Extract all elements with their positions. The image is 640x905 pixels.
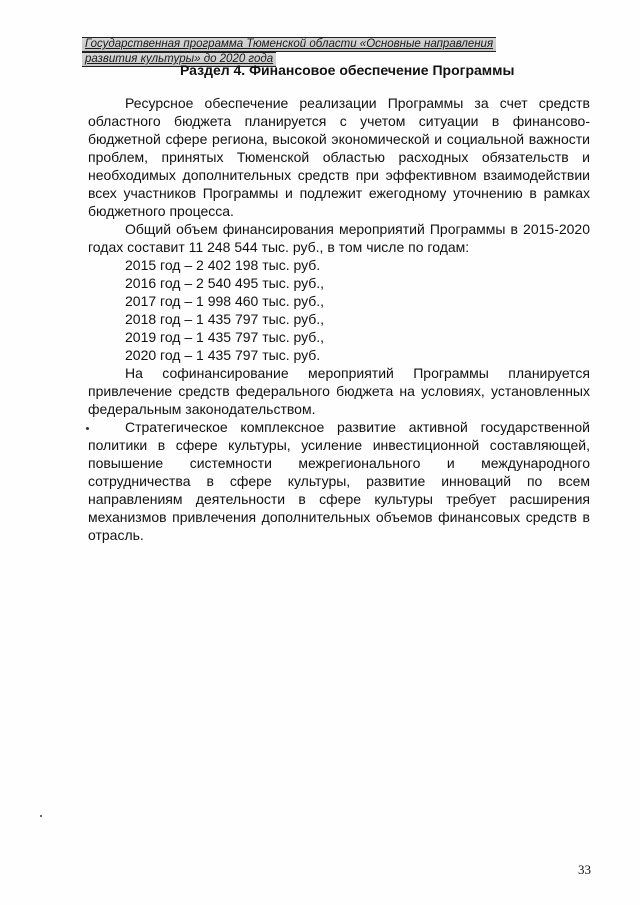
funding-year-line: 2019 год – 1 435 797 тыс. руб., — [125, 329, 325, 345]
page-number: 33 — [578, 862, 591, 877]
funding-year-line: 2016 год – 2 540 495 тыс. руб., — [125, 275, 325, 291]
paragraph-strategic-development: Стратегическое комплексное развитие активной государственной политики в сфере культуры, усиление инвестиционной составляющей, повышение системности межрегионального и международного сотрудничества в сфере культуры, развитие инноваций по всем направлениям деятельности в сфере культуры требует расширения механизмов привлечения дополнительных объемов финансовых средств в отрасль. — [88, 419, 590, 543]
document-body — [88, 94, 590, 544]
paragraph-resource-provision: Ресурсное обеспечение реализации Программы за счет средств областного бюджета планируется с учетом ситуации в финансово-бюджетной сфере региона, высокой экономической и социальной важности проблем, принятых Тюменской областью расходных обязательств и необходимых дополнительных средств при эффективном взаимодействии всех участников Программы и подлежит ежегодному уточнению в рамках бюджетного процесса. — [88, 95, 590, 219]
paragraph-cofinancing: На софинансирование мероприятий Программы планируется привлечение средств федерального бюджета на условиях, установленных федеральным законодательством. — [88, 365, 590, 417]
header-line-1: Государственная программа Тюменской области «Основные направления — [82, 37, 496, 52]
funding-year-line: 2020 год – 1 435 797 тыс. руб. — [125, 347, 321, 363]
scan-speck — [86, 427, 89, 430]
section-title: Раздел 4. Финансовое обеспечение Программы — [180, 62, 515, 78]
header-line-2: развития культуры» до 2020 года — [82, 52, 276, 67]
paragraph-total-funding: Общий объем финансирования мероприятий Программы в 2015-2020 годах составит 11 248 544 тыс. руб., в том числе по годам: — [88, 221, 590, 255]
funding-year-line: 2017 год – 1 998 460 тыс. руб., — [125, 293, 325, 309]
funding-year-line: 2015 год – 2 402 198 тыс. руб. — [125, 257, 321, 273]
scan-speck — [40, 815, 42, 817]
funding-year-line: 2018 год – 1 435 797 тыс. руб., — [125, 311, 325, 327]
